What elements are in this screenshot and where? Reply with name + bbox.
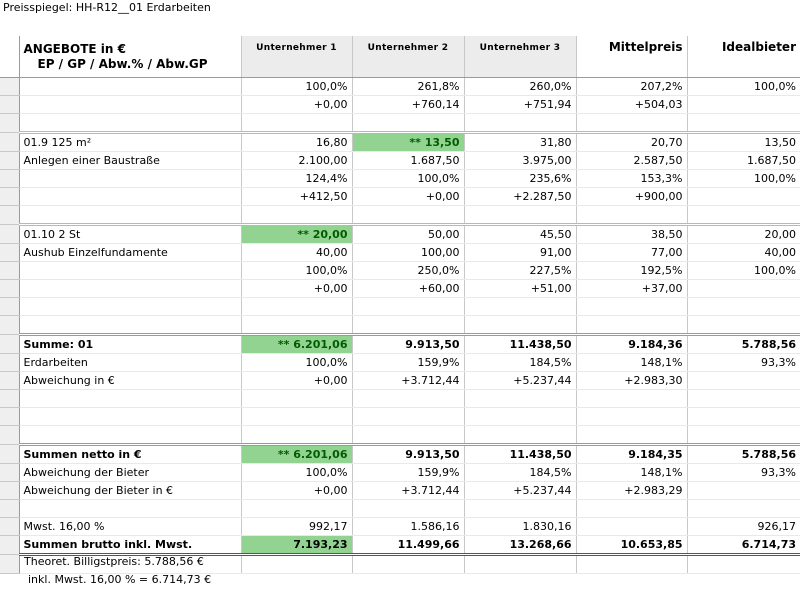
value-cell[interactable] xyxy=(352,316,464,335)
header-offers xyxy=(19,36,241,78)
value-cell[interactable]: 91,00 xyxy=(464,244,576,262)
row-header[interactable] xyxy=(0,500,19,518)
row-label-cell[interactable]: Erdarbeiten xyxy=(19,354,241,372)
value-cell[interactable] xyxy=(352,555,464,574)
row-label-cell[interactable]: Anlegen einer Baustraße xyxy=(19,152,241,170)
value-cell[interactable]: 2.100,00 xyxy=(241,152,352,170)
value-cell[interactable]: +2.983,30 xyxy=(576,372,687,390)
value-cell[interactable] xyxy=(241,316,352,335)
table-row xyxy=(0,518,800,536)
value-cell[interactable] xyxy=(687,298,800,316)
value-cell[interactable] xyxy=(576,426,687,445)
value-cell[interactable]: 192,5% xyxy=(576,262,687,280)
row-label-cell[interactable] xyxy=(19,298,241,316)
value-cell[interactable] xyxy=(687,482,800,500)
value-cell[interactable]: +760,14 xyxy=(352,96,464,114)
value-cell[interactable]: 2.587,50 xyxy=(576,152,687,170)
value-cell[interactable]: 100,0% xyxy=(687,78,800,96)
value-cell[interactable]: +3.712,44 xyxy=(352,372,464,390)
value-cell[interactable]: 1.687,50 xyxy=(687,152,800,170)
row-label-cell[interactable] xyxy=(19,408,241,426)
value-cell[interactable]: +0,00 xyxy=(352,188,464,206)
value-cell[interactable] xyxy=(576,298,687,316)
table-row xyxy=(0,262,800,280)
value-cell[interactable]: 9.913,50 xyxy=(352,445,464,464)
value-cell[interactable] xyxy=(241,408,352,426)
footer-billigstpreis: Theoret. Billigstpreis: 5.788,56 € xyxy=(24,555,204,568)
value-cell[interactable]: 16,80 xyxy=(241,133,352,152)
value-cell[interactable]: 13,50 xyxy=(687,133,800,152)
value-cell[interactable]: +2.983,29 xyxy=(576,482,687,500)
value-cell[interactable]: +37,00 xyxy=(576,280,687,298)
row-label-cell[interactable]: Aushub Einzelfundamente xyxy=(19,244,241,262)
row-header[interactable] xyxy=(0,280,19,298)
table-row xyxy=(0,354,800,372)
value-cell[interactable]: 93,3% xyxy=(687,464,800,482)
value-cell[interactable] xyxy=(576,408,687,426)
value-cell[interactable] xyxy=(687,390,800,408)
table-row xyxy=(0,133,800,152)
value-cell[interactable]: +5.237,44 xyxy=(464,482,576,500)
value-cell[interactable] xyxy=(687,188,800,206)
value-cell[interactable]: 31,80 xyxy=(464,133,576,152)
row-header[interactable] xyxy=(0,390,19,408)
value-cell[interactable]: 10.653,85 xyxy=(576,536,687,555)
row-label-cell[interactable] xyxy=(19,390,241,408)
table-row xyxy=(0,188,800,206)
row-header-corner[interactable] xyxy=(0,36,19,78)
price-comparison-table xyxy=(0,36,800,574)
table-row xyxy=(0,536,800,555)
value-cell[interactable] xyxy=(352,298,464,316)
value-cell[interactable] xyxy=(464,408,576,426)
value-cell[interactable]: +0,00 xyxy=(241,96,352,114)
row-label-cell[interactable]: Summe: 01 xyxy=(19,335,241,354)
value-cell[interactable]: 20,70 xyxy=(576,133,687,152)
value-cell[interactable] xyxy=(352,390,464,408)
value-cell[interactable]: 100,0% xyxy=(687,262,800,280)
value-cell[interactable] xyxy=(464,298,576,316)
table-row xyxy=(0,244,800,262)
row-header[interactable] xyxy=(0,262,19,280)
row-label-cell[interactable] xyxy=(19,170,241,188)
value-cell[interactable]: 260,0% xyxy=(464,78,576,96)
table-row xyxy=(0,298,800,316)
row-header[interactable] xyxy=(0,464,19,482)
value-cell[interactable]: 100,0% xyxy=(687,170,800,188)
value-cell[interactable]: +0,00 xyxy=(241,482,352,500)
value-cell[interactable]: 100,00 xyxy=(352,244,464,262)
row-header[interactable] xyxy=(0,244,19,262)
table-row xyxy=(0,225,800,244)
value-cell[interactable]: 93,3% xyxy=(687,354,800,372)
value-cell[interactable]: 184,5% xyxy=(464,354,576,372)
value-cell[interactable]: +5.237,44 xyxy=(464,372,576,390)
table-row xyxy=(0,500,800,518)
value-cell[interactable]: 124,4% xyxy=(241,170,352,188)
value-cell[interactable]: 7.193,23 xyxy=(241,536,352,555)
row-header[interactable] xyxy=(0,555,19,574)
value-cell[interactable] xyxy=(687,280,800,298)
value-cell[interactable]: 235,6% xyxy=(464,170,576,188)
row-header[interactable] xyxy=(0,445,19,464)
row-label-cell[interactable] xyxy=(19,96,241,114)
row-header[interactable] xyxy=(0,482,19,500)
value-cell[interactable]: 6.714,73 xyxy=(687,536,800,555)
header-unternehmer-1[interactable]: Unternehmer 1 xyxy=(241,36,352,78)
row-label-cell[interactable] xyxy=(19,426,241,445)
table-row xyxy=(0,170,800,188)
value-cell[interactable]: 77,00 xyxy=(576,244,687,262)
header-mittelpreis: Mittelpreis xyxy=(576,36,687,78)
value-cell[interactable] xyxy=(241,500,352,518)
row-label-cell[interactable]: Abweichung in € xyxy=(19,372,241,390)
table-row xyxy=(0,96,800,114)
value-cell[interactable]: 1.830,16 xyxy=(464,518,576,536)
row-label-cell[interactable] xyxy=(19,280,241,298)
value-cell[interactable] xyxy=(576,518,687,536)
value-cell[interactable] xyxy=(241,426,352,445)
value-cell[interactable]: +51,00 xyxy=(464,280,576,298)
row-label-cell[interactable] xyxy=(19,114,241,133)
row-header[interactable] xyxy=(0,96,19,114)
value-cell[interactable] xyxy=(687,408,800,426)
value-cell[interactable] xyxy=(687,316,800,335)
row-header[interactable] xyxy=(0,408,19,426)
row-label-cell[interactable]: Abweichung der Bieter in € xyxy=(19,482,241,500)
table-row xyxy=(0,445,800,464)
value-cell[interactable] xyxy=(464,206,576,225)
value-cell[interactable] xyxy=(464,114,576,133)
value-cell[interactable] xyxy=(576,316,687,335)
value-cell[interactable]: +0,00 xyxy=(241,372,352,390)
value-cell[interactable]: +3.712,44 xyxy=(352,482,464,500)
table-row xyxy=(0,335,800,354)
value-cell[interactable]: 11.499,66 xyxy=(352,536,464,555)
value-cell[interactable] xyxy=(687,96,800,114)
header-row xyxy=(0,36,800,78)
row-label-cell[interactable]: 01.9 125 m² xyxy=(19,133,241,152)
row-header[interactable] xyxy=(0,372,19,390)
value-cell[interactable]: +900,00 xyxy=(576,188,687,206)
value-cell[interactable]: 100,0% xyxy=(241,262,352,280)
value-cell[interactable] xyxy=(241,298,352,316)
value-cell[interactable] xyxy=(352,426,464,445)
value-cell[interactable]: ** 6.201,06 xyxy=(241,445,352,464)
row-header[interactable] xyxy=(0,536,19,555)
row-label-cell[interactable]: Mwst. 16,00 % xyxy=(19,518,241,536)
value-cell[interactable]: 40,00 xyxy=(687,244,800,262)
value-cell[interactable] xyxy=(687,500,800,518)
value-cell[interactable] xyxy=(464,316,576,335)
value-cell[interactable] xyxy=(241,555,352,574)
value-cell[interactable]: 5.788,56 xyxy=(687,335,800,354)
value-cell[interactable] xyxy=(687,206,800,225)
row-header[interactable] xyxy=(0,316,19,335)
value-cell[interactable] xyxy=(352,500,464,518)
value-cell[interactable]: 100,0% xyxy=(241,78,352,96)
row-header[interactable] xyxy=(0,206,19,225)
value-cell[interactable]: 184,5% xyxy=(464,464,576,482)
value-cell[interactable]: +0,00 xyxy=(241,280,352,298)
table-row xyxy=(0,482,800,500)
value-cell[interactable] xyxy=(352,206,464,225)
row-label-cell[interactable]: Summen netto in € xyxy=(19,445,241,464)
table-row xyxy=(0,206,800,225)
value-cell[interactable]: 3.975,00 xyxy=(464,152,576,170)
table-row xyxy=(0,426,800,445)
value-cell[interactable]: +2.287,50 xyxy=(464,188,576,206)
value-cell[interactable]: 1.687,50 xyxy=(352,152,464,170)
row-label-cell[interactable] xyxy=(19,188,241,206)
value-cell[interactable] xyxy=(576,206,687,225)
value-cell[interactable]: 9.913,50 xyxy=(352,335,464,354)
value-cell[interactable]: 100,0% xyxy=(352,170,464,188)
value-cell[interactable]: ** 20,00 xyxy=(241,225,352,244)
value-cell[interactable]: 250,0% xyxy=(352,262,464,280)
value-cell[interactable]: 148,1% xyxy=(576,354,687,372)
table-row xyxy=(0,408,800,426)
footer-inkl-mwst: inkl. Mwst. 16,00 % = 6.714,73 € xyxy=(28,573,212,586)
row-header[interactable] xyxy=(0,335,19,354)
value-cell[interactable]: 992,17 xyxy=(241,518,352,536)
value-cell[interactable]: +751,94 xyxy=(464,96,576,114)
value-cell[interactable]: +412,50 xyxy=(241,188,352,206)
table-row xyxy=(0,114,800,133)
value-cell[interactable]: 13.268,66 xyxy=(464,536,576,555)
value-cell[interactable]: 100,0% xyxy=(241,354,352,372)
row-label-cell[interactable] xyxy=(19,262,241,280)
header-unternehmer-2[interactable]: Unternehmer 2 xyxy=(352,36,464,78)
value-cell[interactable]: 159,9% xyxy=(352,354,464,372)
value-cell[interactable]: 159,9% xyxy=(352,464,464,482)
value-cell[interactable] xyxy=(687,426,800,445)
row-header[interactable] xyxy=(0,114,19,133)
value-cell[interactable]: 5.788,56 xyxy=(687,445,800,464)
value-cell[interactable] xyxy=(464,555,576,574)
value-cell[interactable]: 11.438,50 xyxy=(464,445,576,464)
table-row xyxy=(0,390,800,408)
header-offers-line1: ANGEBOTE in € xyxy=(23,41,126,56)
row-label-cell[interactable]: 01.10 2 St xyxy=(19,225,241,244)
value-cell[interactable]: 148,1% xyxy=(576,464,687,482)
window-title: Preisspiegel: HH-R12__01 Erdarbeiten xyxy=(3,1,211,14)
value-cell[interactable] xyxy=(576,114,687,133)
row-label-cell[interactable] xyxy=(19,206,241,225)
value-cell[interactable]: 261,8% xyxy=(352,78,464,96)
row-header[interactable] xyxy=(0,78,19,96)
value-cell[interactable]: 9.184,36 xyxy=(576,335,687,354)
value-cell[interactable]: +504,03 xyxy=(576,96,687,114)
value-cell[interactable] xyxy=(241,390,352,408)
value-cell[interactable]: 153,3% xyxy=(576,170,687,188)
value-cell[interactable] xyxy=(352,114,464,133)
row-label-cell[interactable] xyxy=(19,316,241,335)
table-row xyxy=(0,78,800,96)
value-cell[interactable] xyxy=(241,206,352,225)
table-row xyxy=(0,152,800,170)
value-cell[interactable]: 40,00 xyxy=(241,244,352,262)
row-header[interactable] xyxy=(0,354,19,372)
value-cell[interactable] xyxy=(687,372,800,390)
value-cell[interactable]: 227,5% xyxy=(464,262,576,280)
table-row xyxy=(0,316,800,335)
value-cell[interactable]: 20,00 xyxy=(687,225,800,244)
value-cell[interactable]: 50,00 xyxy=(352,225,464,244)
header-idealbieter: Idealbieter xyxy=(687,36,800,78)
value-cell[interactable]: 38,50 xyxy=(576,225,687,244)
value-cell[interactable]: 45,50 xyxy=(464,225,576,244)
table-row xyxy=(0,464,800,482)
row-header[interactable] xyxy=(0,188,19,206)
row-label-cell[interactable]: Summen brutto inkl. Mwst. xyxy=(19,536,241,555)
row-header[interactable] xyxy=(0,426,19,445)
value-cell[interactable] xyxy=(464,426,576,445)
header-unternehmer-3[interactable]: Unternehmer 3 xyxy=(464,36,576,78)
value-cell[interactable] xyxy=(464,390,576,408)
row-label-cell[interactable] xyxy=(19,78,241,96)
value-cell[interactable]: +60,00 xyxy=(352,280,464,298)
row-header[interactable] xyxy=(0,298,19,316)
value-cell[interactable]: 926,17 xyxy=(687,518,800,536)
value-cell[interactable]: 1.586,16 xyxy=(352,518,464,536)
value-cell[interactable] xyxy=(464,500,576,518)
value-cell[interactable]: 207,2% xyxy=(576,78,687,96)
value-cell[interactable]: 9.184,35 xyxy=(576,445,687,464)
row-header[interactable] xyxy=(0,170,19,188)
value-cell[interactable]: ** 13,50 xyxy=(352,133,464,152)
table-row xyxy=(0,280,800,298)
value-cell[interactable]: 100,0% xyxy=(241,464,352,482)
value-cell[interactable] xyxy=(576,390,687,408)
header-offers-line2: EP / GP / Abw.% / Abw.GP xyxy=(37,56,208,71)
value-cell[interactable] xyxy=(352,408,464,426)
value-cell[interactable] xyxy=(576,500,687,518)
value-cell[interactable] xyxy=(241,114,352,133)
row-header[interactable] xyxy=(0,152,19,170)
value-cell[interactable] xyxy=(687,555,800,574)
row-header[interactable] xyxy=(0,225,19,244)
value-cell[interactable] xyxy=(576,555,687,574)
value-cell[interactable] xyxy=(687,114,800,133)
value-cell[interactable]: ** 6.201,06 xyxy=(241,335,352,354)
table-row xyxy=(0,372,800,390)
row-label-cell[interactable]: Abweichung der Bieter xyxy=(19,464,241,482)
value-cell[interactable]: 11.438,50 xyxy=(464,335,576,354)
row-header[interactable] xyxy=(0,133,19,152)
row-header[interactable] xyxy=(0,518,19,536)
row-label-cell[interactable] xyxy=(19,500,241,518)
